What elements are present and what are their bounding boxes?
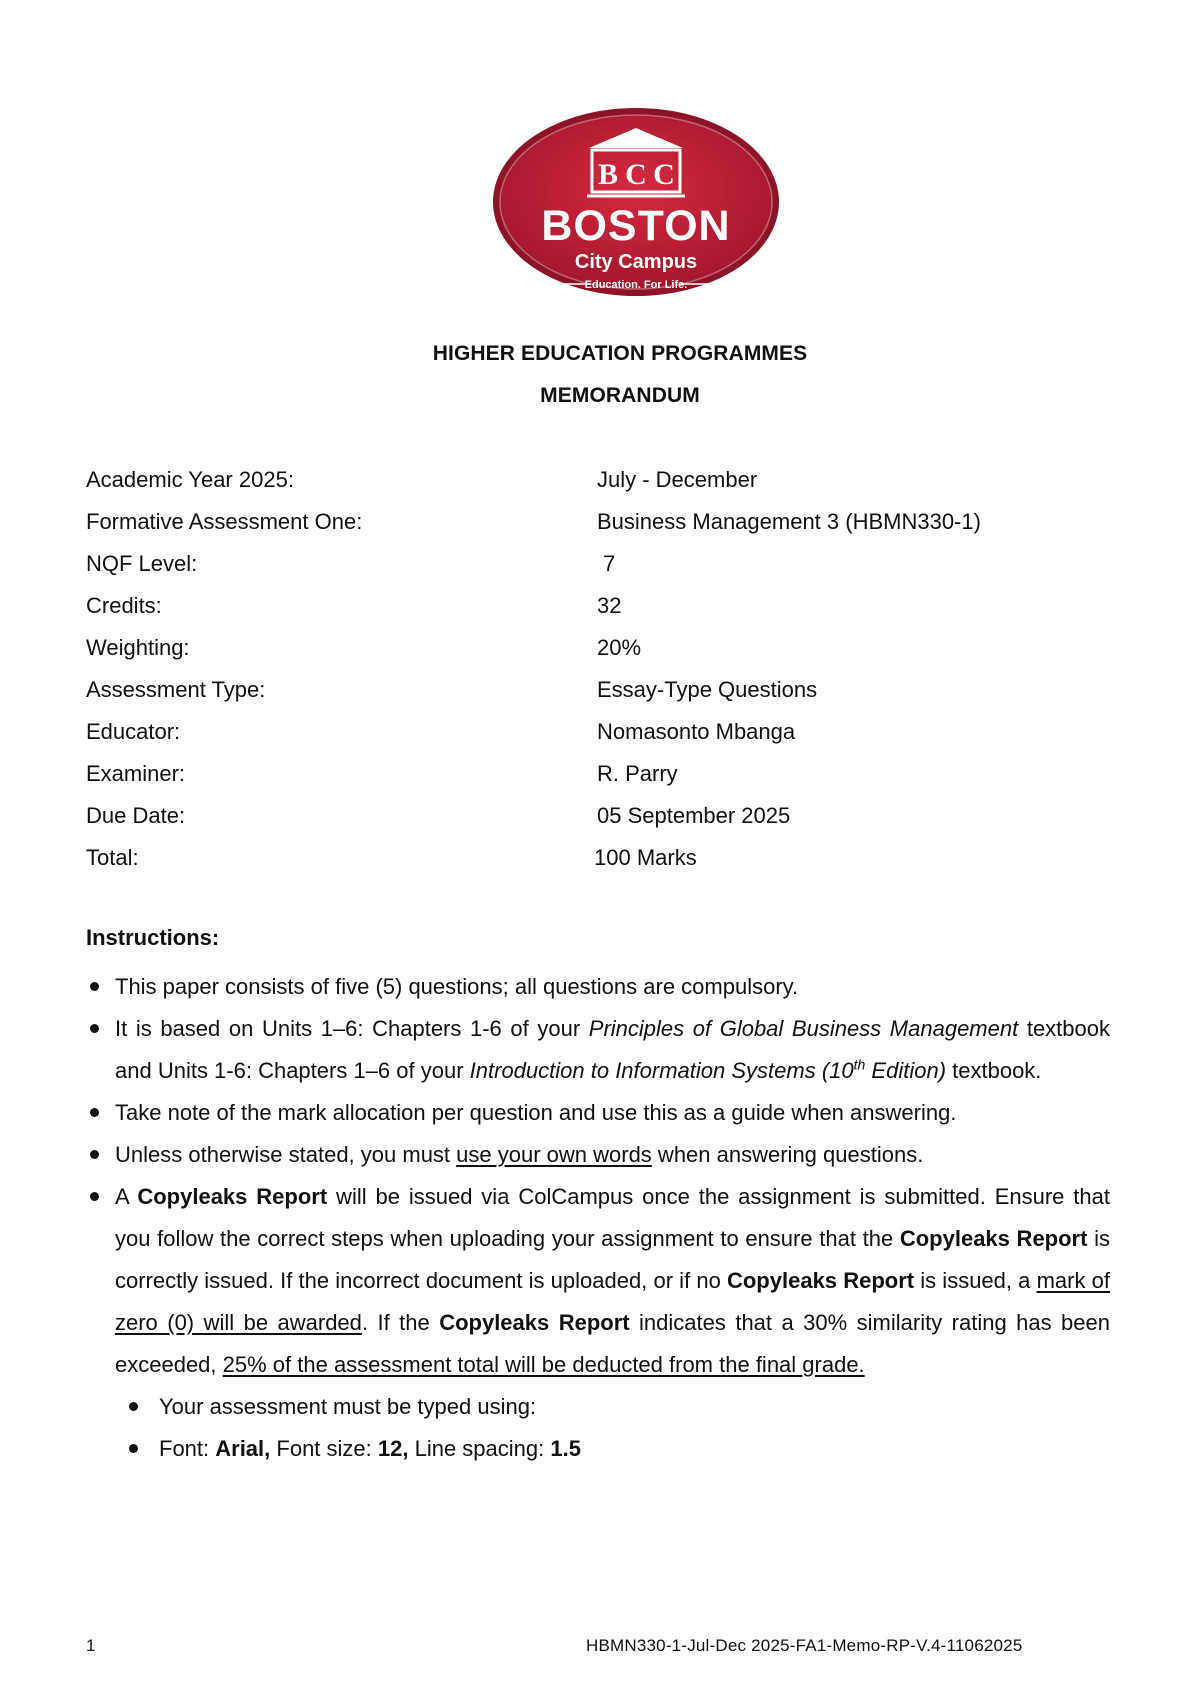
- instruction-item: [86, 1008, 1110, 1092]
- info-label: Total:: [86, 845, 139, 870]
- info-row-weighting: [86, 631, 1116, 673]
- page-number: 1: [86, 1636, 96, 1655]
- underlined-text: use your own words: [456, 1142, 652, 1167]
- instruction-subitem: [86, 1428, 1110, 1470]
- instruction-text: A: [115, 1184, 138, 1209]
- instruction-subitem: [86, 1386, 1110, 1428]
- info-label: Educator:: [86, 719, 181, 744]
- instruction-text: Take note of the mark allocation per question and use this as a guide when answering.: [115, 1100, 957, 1125]
- info-label: Due Date:: [86, 803, 186, 828]
- logo-initial-1: B: [597, 158, 619, 191]
- logo-initial-2: C: [625, 158, 647, 191]
- bold-text: Copyleaks Report: [137, 1184, 328, 1209]
- document-code: HBMN330-1-Jul-Dec 2025-FA1-Memo-RP-V.4-11062025: [586, 1636, 1023, 1655]
- bold-text: 12,: [377, 1436, 409, 1461]
- info-row-educator: [86, 715, 1116, 757]
- bold-text: Arial,: [215, 1436, 271, 1461]
- instruction-item: [86, 966, 1110, 1008]
- info-value: Nomasonto Mbanga: [597, 719, 796, 744]
- underlined-text: mark of zero (0) will be awarded: [115, 1268, 1110, 1335]
- assessment-info-table: [86, 463, 1116, 883]
- bold-text: Copyleaks Report: [726, 1268, 915, 1293]
- info-row-due-date: [86, 799, 1116, 841]
- instruction-text: Unless otherwise stated, you must: [115, 1142, 457, 1167]
- instruction-text: is correctly issued. If the incorrect document is uploaded, or if no: [115, 1226, 1110, 1293]
- instruction-text: textbook.: [946, 1058, 1042, 1083]
- instruction-text: will be issued via ColCampus once the assignment is submitted. Ensure that you follow the correct steps when uploading your assignment to ensure that the: [115, 1184, 1110, 1251]
- logo-graphic: [491, 106, 781, 298]
- instruction-text: It is based on Units 1–6: Chapters 1-6 of your: [115, 1016, 589, 1041]
- instruction-text: is issued, a: [914, 1268, 1037, 1293]
- info-label: NQF Level:: [86, 551, 198, 576]
- info-value: July - December: [597, 467, 758, 492]
- instruction-item: [86, 1176, 1110, 1386]
- bold-text: 1.5: [550, 1436, 581, 1461]
- textbook-title: Introduction to Information Systems (10: [469, 1058, 854, 1083]
- info-label: Academic Year 2025:: [86, 467, 294, 492]
- logo-tagline: Education. For Life.: [584, 279, 688, 291]
- info-label: Formative Assessment One:: [86, 509, 363, 534]
- logo-subtitle: City Campus: [574, 251, 698, 273]
- info-value: 7: [597, 551, 616, 576]
- info-row-examiner: [86, 757, 1116, 799]
- info-value: 20%: [597, 635, 642, 660]
- instruction-item: [86, 1092, 1110, 1134]
- info-label: Credits:: [86, 593, 162, 618]
- instruction-text: textbook and Units 1-6: Chapters 1–6 of your: [115, 1016, 1110, 1083]
- instruction-item: [86, 1134, 1110, 1176]
- info-value: 32: [597, 593, 622, 618]
- underlined-text: 25% of the assessment total will be deducted from the final grade.: [222, 1352, 865, 1377]
- info-value: Business Management 3 (HBMN330-1): [597, 509, 981, 534]
- instruction-text: Line spacing:: [408, 1436, 551, 1461]
- instruction-text: Font size:: [270, 1436, 378, 1461]
- memorandum-heading: MEMORANDUM: [540, 384, 700, 407]
- info-row-assessment-type: [86, 673, 1116, 715]
- info-label: Weighting:: [86, 635, 190, 660]
- info-row-credits: [86, 589, 1116, 631]
- logo-initial-3: C: [653, 158, 675, 191]
- textbook-title: Principles of Global Business Management: [588, 1016, 1019, 1041]
- instruction-text: Font:: [159, 1436, 216, 1461]
- info-row-total: [86, 841, 1116, 883]
- boston-city-campus-logo: [491, 106, 781, 298]
- info-value: R. Parry: [597, 761, 678, 786]
- info-label: Examiner:: [86, 761, 186, 786]
- info-value: Essay-Type Questions: [597, 677, 818, 702]
- info-value: 05 September 2025: [597, 803, 791, 828]
- info-label: Assessment Type:: [86, 677, 266, 702]
- instruction-text: when answering questions.: [651, 1142, 924, 1167]
- logo-name: BOSTON: [541, 202, 731, 250]
- instruction-text: . If the: [361, 1310, 440, 1335]
- info-row-formative-assessment: [86, 505, 1116, 547]
- superscript: th: [853, 1056, 866, 1073]
- info-value: 100 Marks: [594, 845, 697, 870]
- instruction-text: This paper consists of five (5) questions; all questions are compulsory.: [115, 974, 799, 999]
- textbook-edition: Edition): [865, 1058, 947, 1083]
- info-row-nqf-level: [86, 547, 1116, 589]
- instructions-list: [86, 966, 1110, 1470]
- instruction-text: Your assessment must be typed using:: [159, 1394, 537, 1419]
- instruction-text: indicates that a 30% similarity rating has been exceeded,: [115, 1310, 1110, 1377]
- instructions-title: Instructions:: [86, 925, 220, 950]
- bold-text: Copyleaks Report: [439, 1310, 630, 1335]
- programme-heading: HIGHER EDUCATION PROGRAMMES: [432, 342, 808, 365]
- bold-text: Copyleaks Report: [899, 1226, 1088, 1251]
- info-row-academic-year: [86, 463, 1116, 505]
